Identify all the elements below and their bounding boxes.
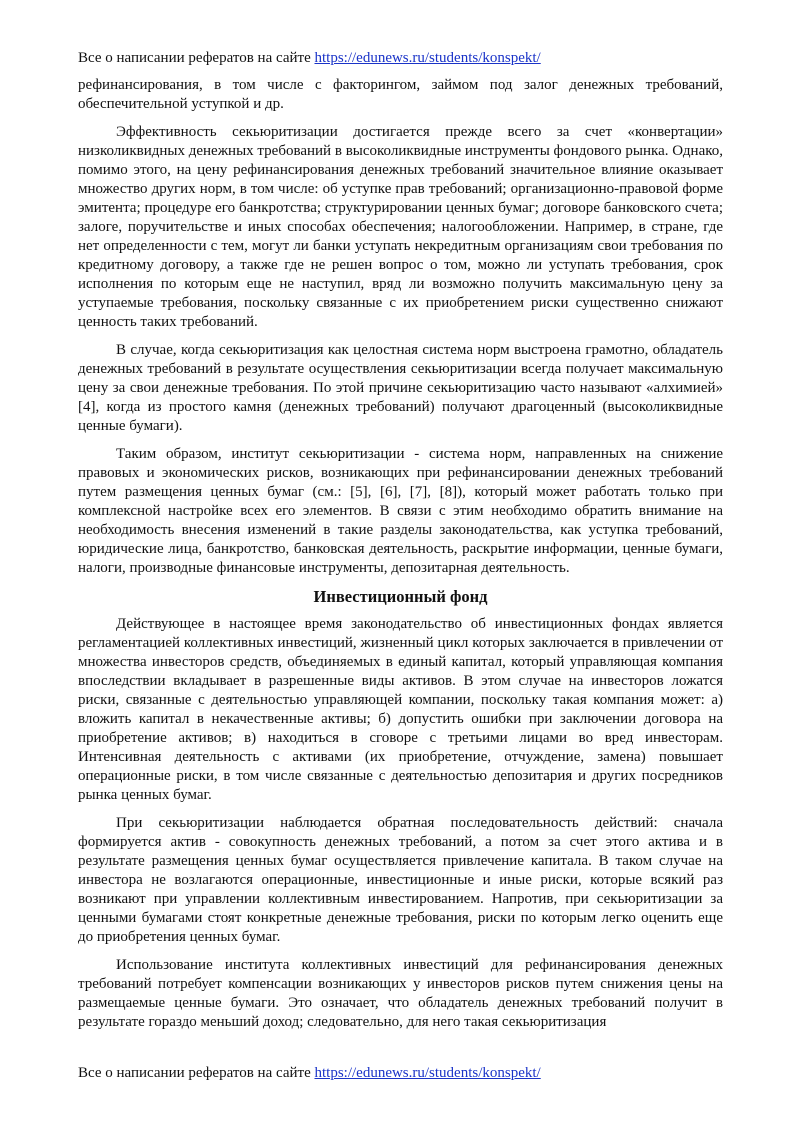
paragraph: Таким образом, институт секьюритизации - система норм, направленных на снижение правовых и экономических рисков, возникающих при рефинансировании денежных требований путем размещения ценных бумаг (см.: [5], [6], [7], [8]), который может работать только при комплексной настройке всех его элементов. В связи с этим необходимо обратить внимание на необходимость внесения изменений в такие разделы законодательства, как уступка требований, юридические лица, банкротство, банковская деятельность, раскрытие информации, ценные бумаги, налоги, производные финансовые инструменты, депозитарная деятельность. — [78, 446, 723, 576]
paragraph: В случае, когда секьюритизация как целостная система норм выстроена грамотно, обладатель денежных требований в результате осуществления секьюритизации всегда получает максимальную цену за свои денежные требования. По этой причине секьюритизацию часто называют «алхимией» [4], когда из простого камня (денежных требований) получают драгоценный (высоколиквидные ценные бумаги). — [78, 342, 723, 434]
paragraph: Эффективность секьюритизации достигается прежде всего за счет «конвертации» низколиквидных денежных требований в высоколиквидные инструменты фондового рынка. Однако, помимо этого, на цену рефинансирования денежных требований значительное влияние оказывает множество других норм, в том числе: об уступке прав требований; организационно-правовой форме эмитента; процедуре его банкротства; структурировании ценных бумаг; договоре банковского счета; залоге, поручительстве и иных способах обеспечения; налогообложении. Например, в стране, где нет определенности с тем, могут ли банки уступать некредитным организациям свои требования по кредитному договору, а также где не решен вопрос о том, можно ли уступать требования, срок исполнения по которым еще не наступил, вряд ли возможно получить максимальную цену за уступаемые требования, поскольку связанные с их приобретением риски существенно снижают ценность таких требований. — [78, 124, 723, 330]
paragraph-continuation: рефинансирования, в том числе с факторингом, займом под залог денежных требований, обеспечительной уступкой и др. — [78, 77, 723, 112]
page-header — [78, 49, 541, 67]
section-title: Инвестиционный фонд — [313, 587, 488, 606]
page-footer — [78, 1064, 541, 1082]
footer-text: Все о написании рефератов на сайте — [78, 1065, 315, 1081]
paragraph: Действующее в настоящее время законодательство об инвестиционных фондах является регламентацией коллективных инвестиций, жизненный цикл которых заключается в привлечении от множества инвесторов средств, объединяемых в единый капитал, который управляющая компания впоследствии вкладывает в разрешенные виды активов. В этом случае на инвесторов ложатся риски, связанные с деятельностью управляющей компании, поскольку такая компания может: а) вложить капитал в некачественные активы; б) допустить ошибки при заключении договора на приобретение активов; в) находиться в сговоре с третьими лицами во вред инвесторам. Интенсивная деятельность с активами (их приобретение, отчуждение, замена) повышает операционные риски, в том числе связанные с деятельностью депозитария и других посредников рынка ценных бумаг. — [78, 616, 723, 803]
document-body — [78, 76, 723, 1041]
paragraph: При секьюритизации наблюдается обратная последовательность действий: сначала формируется актив - совокупность денежных требований, а потом за счет этого актива и в результате размещения ценных бумаг осуществляется привлечение капитала. В таком случае на инвестора не возлагаются операционные, инвестиционные и иные риски, которые всякий раз возникают при управлении коллективным инвестированием. Напротив, при секьюритизации за ценными бумагами стоят конкретные денежные требования, риски по которым легко оценить еще до приобретения ценных бумаг. — [78, 815, 723, 945]
header-link[interactable]: https://edunews.ru/students/konspekt/ — [314, 50, 541, 66]
paragraph: Использование института коллективных инвестиций для рефинансирования денежных требований потребует компенсации возникающих у инвесторов рисков путем снижения цены на размещаемые ценные бумаги. Это означает, что обладатель денежных требований получит в результате гораздо меньший доход; следовательно, для него такая секьюритизация — [78, 957, 723, 1030]
footer-link[interactable]: https://edunews.ru/students/konspekt/ — [314, 1065, 541, 1081]
header-text: Все о написании рефератов на сайте — [78, 50, 315, 66]
